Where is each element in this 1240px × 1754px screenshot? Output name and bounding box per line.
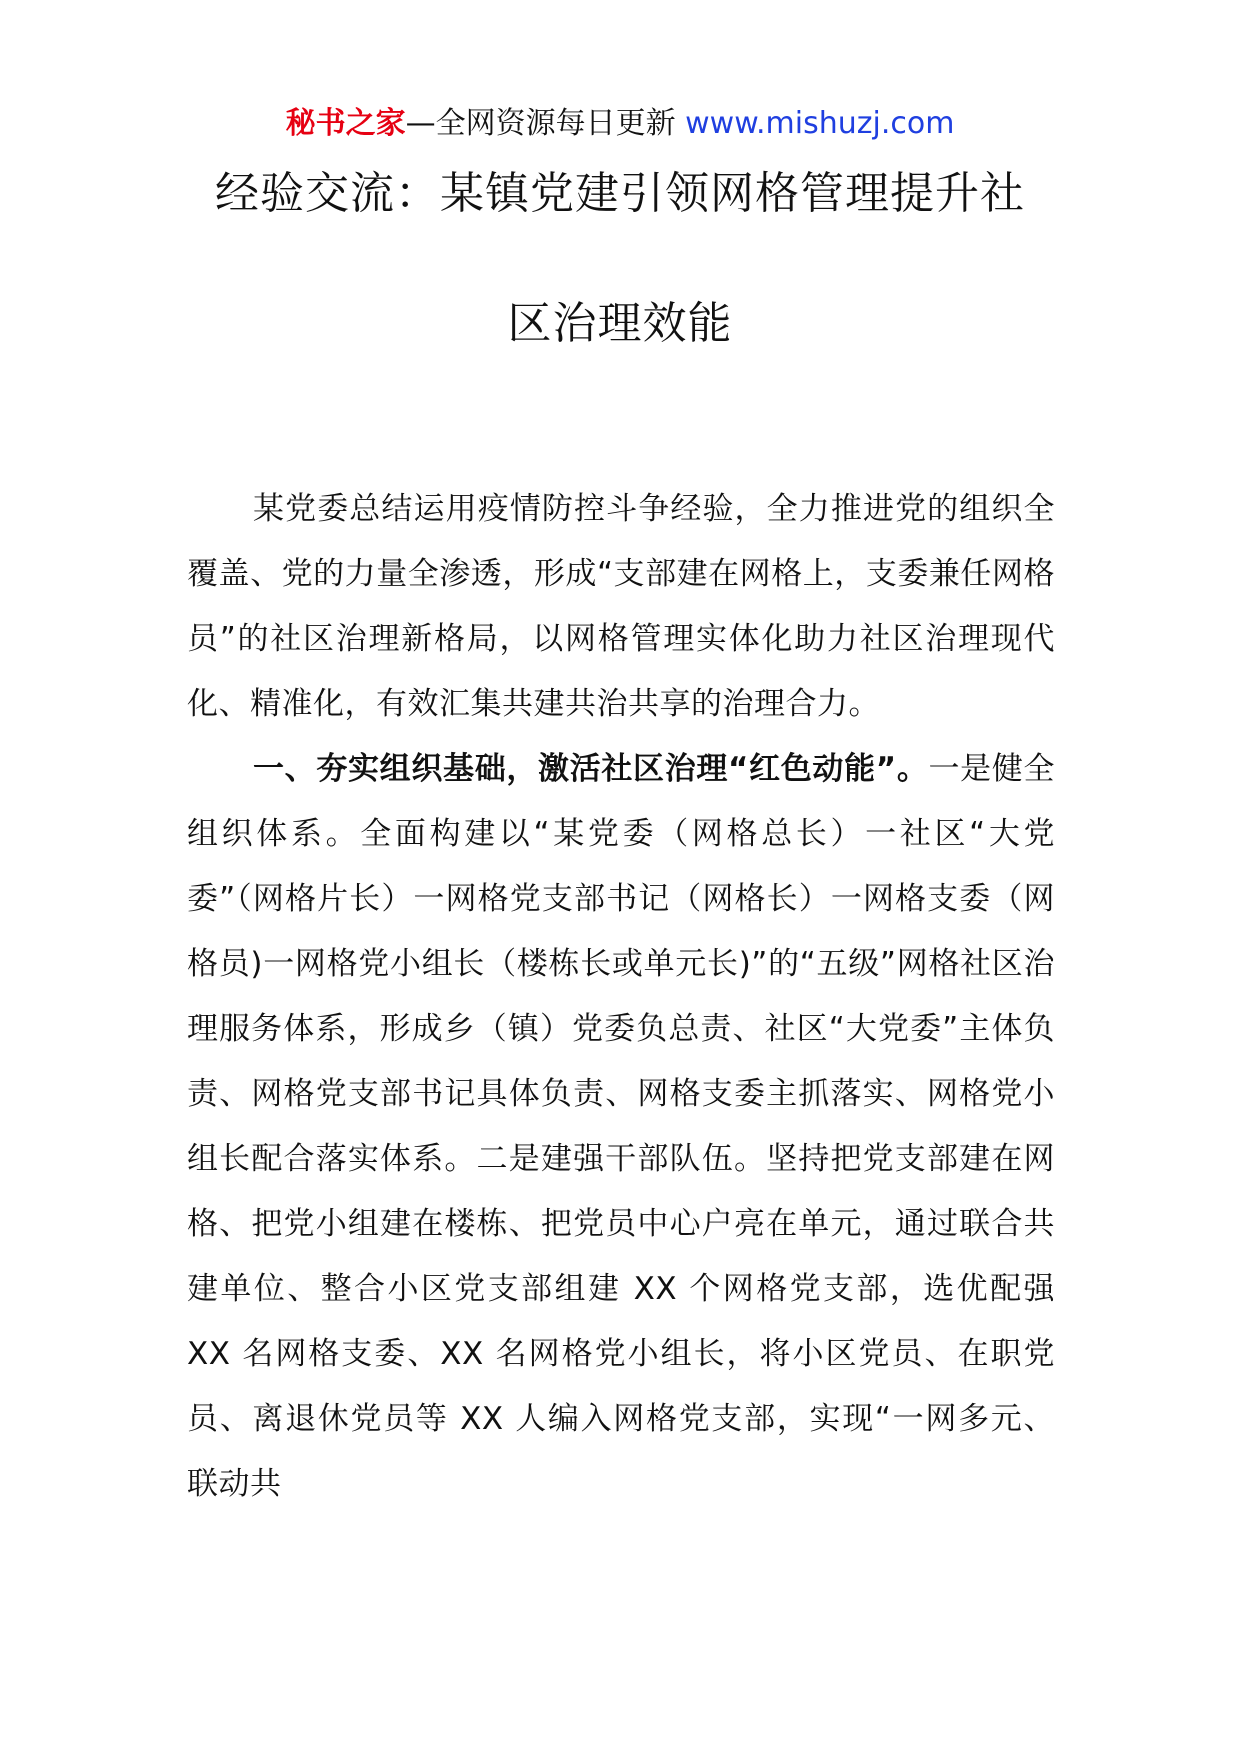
- paragraph-intro: 某党委总结运用疫情防控斗争经验，全力推进党的组织全覆盖、党的力量全渗透，形成“支部建在网格上，支委兼任网格员”的社区治理新格局，以网格管理实体化助力社区治理现代化、精准化，有效汇集共建共治共享的治理合力。: [187, 491, 1055, 722]
- section-heading: 一、夯实组织基础，激活社区治理“红色动能”。: [253, 751, 929, 787]
- site-url-link[interactable]: www.mishuzj.com: [685, 106, 955, 141]
- document-body: [187, 477, 1055, 1517]
- brand-name: 秘书之家: [285, 106, 406, 141]
- document-title-line-1: 经验交流：某镇党建引领网格管理提升社: [215, 168, 1025, 219]
- banner-tagline: —全网资源每日更新: [405, 106, 676, 141]
- section-body-text: 一是健全组织体系。全面构建以“某党委（网格总长）一社区“大党委”（网格片长）一网格党支部书记（网格长）一网格支委（网格员)一网格党小组长（楼栋长或单元长)”的“五级”网格社区治理服务体系，形成乡（镇）党委负总责、社区“大党委”主体负责、网格党支部书记具体负责、网格支委主抓落实、网格党小组长配合落实体系。二是建强干部队伍。坚持把党支部建在网格、把党小组建在楼栋、把党员中心户亮在单元，通过联合共建单位、整合小区党支部组建 XX 个网格党支部，选优配强 XX 名网格支委、XX 名网格党小组长，将小区党员、在职党员、离退休党员等 XX 人编入网格党支部，实现“一网多元、联动共: [187, 751, 1056, 1502]
- site-banner: [0, 102, 1240, 146]
- document-title-line-2: 区治理效能: [507, 298, 733, 349]
- paragraph-section-1: [187, 737, 1055, 1517]
